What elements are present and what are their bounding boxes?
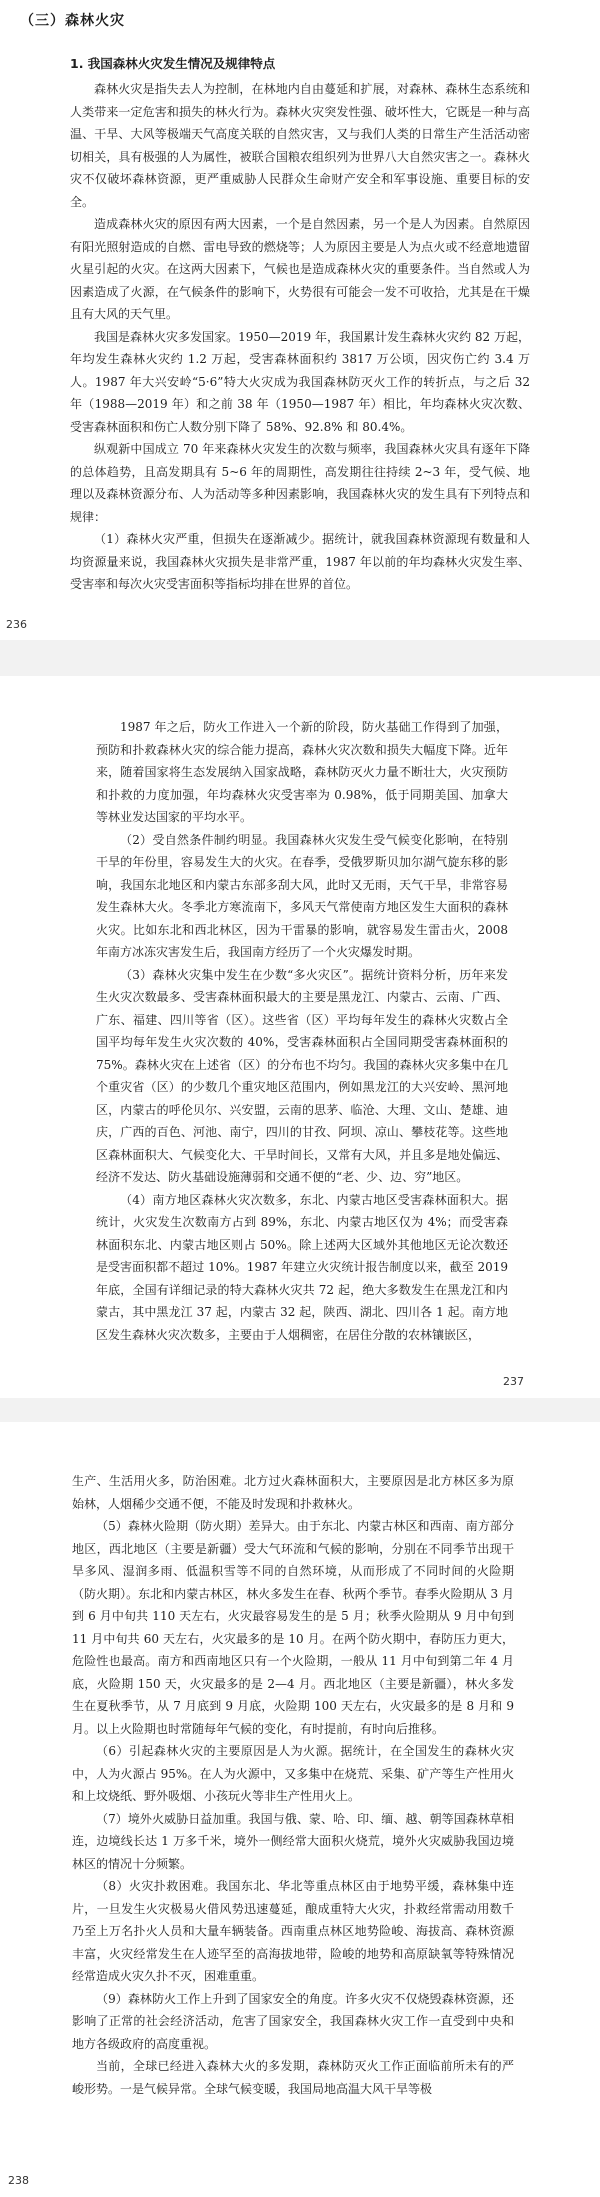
paragraph: （8）火灾扑救困难。我国东北、华北等重点林区由于地势平缓，森林集中连片，一旦发生火灾极易火借风势迅速蔓延，酿成重特大火灾，扑救经常需动用数千乃至上万名扑火人员和大量车辆装备。西南重点林区地势险峻、海拔高、森林资源丰富，火灾经常发生在人迹罕至的高海拔地带，险峻的地势和高原缺氧等特殊情况经常造成火灾久扑不灭，困难重重。 [72,1879,514,1983]
paragraph: 当前，全球已经进入森林大火的多发期，森林防灭火工作正面临前所未有的严峻形势。一是气候异常。全球气候变暖，我国局地高温大风干旱等极 [72,2059,514,2096]
paragraph: （1）森林火灾严重，但损失在逐渐减少。据统计，就我国森林资源现有数量和人均资源量来说，我国森林火灾损失是非常严重，1987 年以前的年均森林火灾发生率、受害率和每次火灾受害面积等指标均排在世界的首位。 [70,532,530,591]
page-number: 236 [6,618,27,631]
section-title: （三）森林火灾 [20,13,125,29]
paragraph: 纵观新中国成立 70 年来森林火灾发生的次数与频率，我国森林火灾具有逐年下降的总体趋势，且高发期具有 5~6 年的周期性，高发期往往持续 2~3 年，受气候、地理以及森林资源分布、人为活动等多种因素影响，我国森林火灾的发生具有下列特点和规律： [70,442,530,524]
paragraph: 1987 年之后，防火工作进入一个新的阶段，防火基础工作得到了加强，预防和扑救森林火灾的综合能力提高，森林火灾次数和损失大幅度下降。近年来，随着国家将生态发展纳入国家战略，森林防灭火力量不断壮大，火灾预防和扑救的力度加强，年均森林火灾受害率为 0.98%，低于同期美国、加拿大等林业发达国家的平均水平。 [96,720,508,824]
paragraph: （7）境外火威胁日益加重。我国与俄、蒙、哈、印、缅、越、朝等国森林草相连，边境线长达 1 万多千米，境外一侧经常大面积火烧荒，境外火灾威胁我国边境林区的情况十分频繁。 [72,1811,514,1871]
page-237 [0,676,600,1398]
paragraph: （5）森林火险期（防火期）差异大。由于东北、内蒙古林区和西南、南方部分地区，西北地区（主要是新疆）受大气环流和气候的影响，分别在不同季节出现干旱多风、湿润多雨、低温积雪等不同的自然环境，从而形成了不同时间的火险期（防火期）。东北和内蒙古林区，林火多发生在春、秋两个季节。春季火险期从 3 月到 6 月中旬共 110 天左右，火灾最容易发生的是 5 月；秋季火险期从 9 月中旬到 11 月中旬共 60 天左右，火灾最多的是 10 月。在两个防火期中，春防压力更大，危险性也最高。南方和西南地区只有一个火险期，一般从 11 月中旬到第二年 4 月底，火险期 150 天，火灾最多的是 2—4 月。西北地区（主要是新疆），林火多发生在夏秋季节，从 7 月底到 9 月底，火险期 100 天左右，火灾最多的是 8 月和 9 月。以上火险期也时常随每年气候的变化，有时提前，有时向后推移。 [72,1519,514,1736]
page-number: 238 [8,2174,29,2187]
paragraph: （3）森林火灾集中发生在少数“多火灾区”。据统计资料分析，历年来发生火灾次数最多、受害森林面积最大的主要是黑龙江、内蒙古、云南、广西、广东、福建、四川等省（区）。这些省（区）平均每年发生的森林火灾数占全国平均每年发生火灾次数的 40%，受害森林面积占全国同期受害森林面积的 75%。森林火灾在上述省（区）的分布也不均匀。我国的森林火灾多集中在几个重灾省（区）的少数几个重灾地区范围内，例如黑龙江的大兴安岭、黑河地区，内蒙古的呼伦贝尔、兴安盟，云南的思茅、临沧、大理、文山、楚雄、迪庆，广西的百色、河池、南宁，四川的甘孜、阿坝、凉山、攀枝花等。这些地区森林面积大、气候变化大、干旱时间长，又常有大风，并且多是地处偏远、经济不发达、防火基础设施薄弱和交通不便的“老、少、边、穷”地区。 [96,967,508,1184]
page-number: 237 [503,1375,524,1388]
paragraph: 森林火灾是指失去人为控制，在林地内自由蔓延和扩展，对森林、森林生态系统和人类带来一定危害和损失的林火行为。森林火灾突发性强、破坏性大，它既是一种与高温、干旱、大风等极端天气高度关联的自然灾害，又与我们人类的日常生产生活活动密切相关，具有极强的人为属性，被联合国粮农组织列为世界八大自然灾害之一。森林火灾不仅破坏森林资源，更严重威胁人民群众生命财产安全和军事设施、重要目标的安全。 [70,82,530,209]
subsection-heading: 1. 我国森林火灾发生情况及规律特点 [70,56,276,71]
page-238 [0,1422,600,2197]
paragraph: 生产、生活用火多，防治困难。北方过火森林面积大，主要原因是北方林区多为原始林，人烟稀少交通不便，不能及时发现和扑救林火。 [72,1474,514,1511]
paragraph: （6）引起森林火灾的主要原因是人为火源。据统计，在全国发生的森林火灾中，人为火源占 95%。在人为火源中，又多集中在烧荒、采集、矿产等生产性用火和上坟烧纸、野外吸烟、小孩玩火等非生产性用火上。 [72,1744,514,1803]
paragraph: （4）南方地区森林火灾次数多，东北、内蒙古地区受害森林面积大。据统计，火灾发生次数南方占到 89%，东北、内蒙古地区仅为 4%；而受害森林面积东北、内蒙古地区则占 50%。除上述两大区域外其他地区无论次数还是受害面积都不超过 10%。1987 年建立火灾统计报告制度以来，截至 2019 年底，全国有详细记录的特大森林火灾共 72 起，绝大多数发生在黑龙江和内蒙古，其中黑龙江 37 起，内蒙古 32 起，陕西、湖北、四川各 1 起。南方地区发生森林火灾次数多，主要由于人烟稠密，在居住分散的农林镶嵌区， [96,1192,508,1342]
paragraph: （2）受自然条件制约明显。我国森林火灾发生受气候变化影响，在特别干旱的年份里，容易发生大的火灾。在春季，受俄罗斯贝加尔湖气旋东移的影响，我国东北地区和内蒙古东部多刮大风，此时又无雨，天气干旱，非常容易发生森林大火。冬季北方寒流南下，多风天气常使南方地区发生大面积的森林火灾。比如东北和西北林区，因为干雷暴的影响，就容易发生雷击火，2008 年南方冰冻灾害发生后，我国南方经历了一个火灾爆发时期。 [96,832,508,959]
paragraph: （9）森林防火工作上升到了国家安全的角度。许多火灾不仅烧毁森林资源，还影响了正常的社会经济活动，危害了国家安全，我国森林火灾工作一直受到中央和地方各级政府的高度重视。 [72,1991,514,2051]
paragraph: 造成森林火灾的原因有两大因素，一个是自然因素，另一个是人为因素。自然原因有阳光照射造成的自燃、雷电导致的燃烧等；人为原因主要是人为点火或不经意地遗留火星引起的火灾。在这两大因素下，气候也是造成森林火灾的重要条件。当自然或人为因素造成了火源，在气候条件的影响下，火势很有可能会一发不可收拾，尤其是在干燥且有大风的天气里。 [70,217,530,321]
page-236 [0,0,600,640]
paragraph: 我国是森林火灾多发国家。1950—2019 年，我国累计发生森林火灾约 82 万起，年均发生森林火灾约 1.2 万起，受害森林面积约 3817 万公顷，因灾伤亡约 3.4 万人。1987 年大兴安岭“5·6”特大火灾成为我国森林防灭火工作的转折点，与之后 32 年（1988—2019 年）和之前 38 年（1950—1987 年）相比，年均森林火灾次数、受害森林面积和伤亡人数分别下降了 58%、92.8% 和 80.4%。 [70,329,530,434]
